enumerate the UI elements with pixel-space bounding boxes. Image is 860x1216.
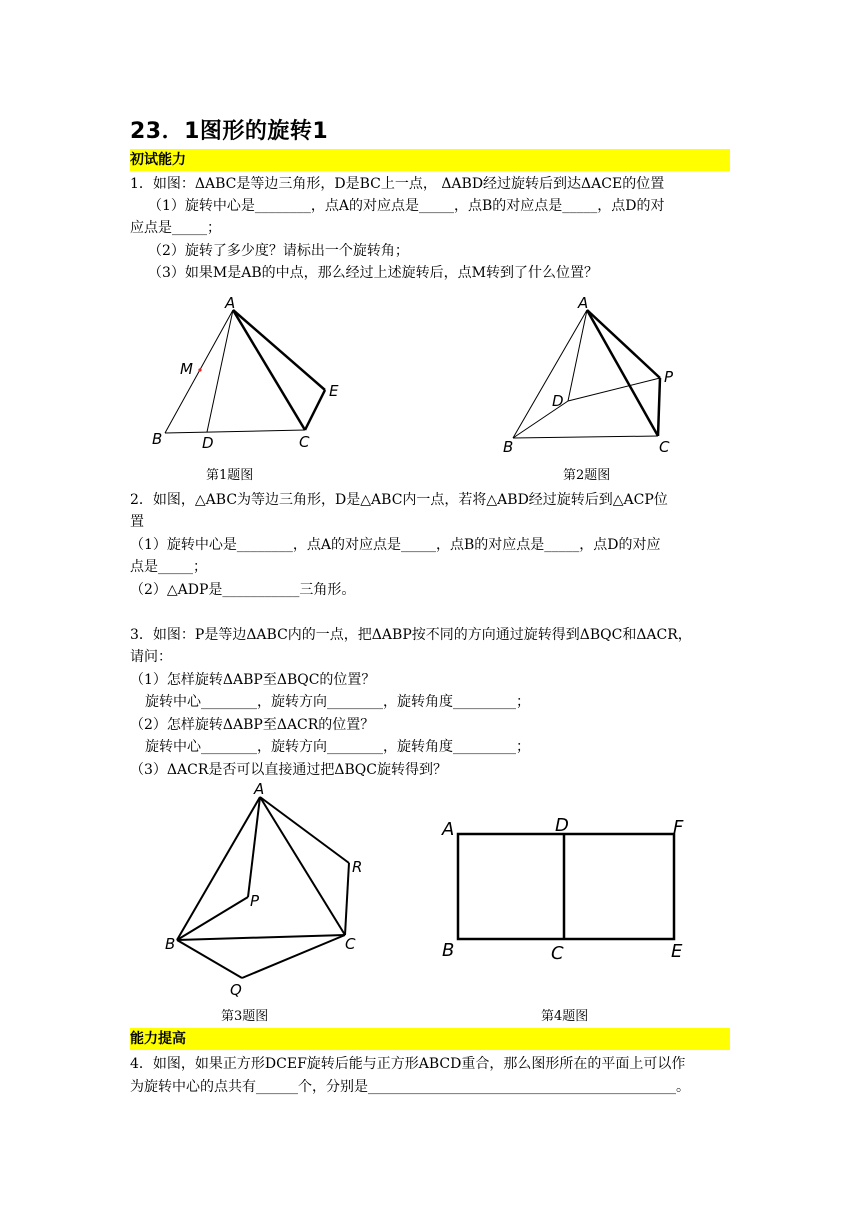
q3-part1-fill: 旋转中心________，旋转方向________，旋转角度_________； bbox=[145, 694, 530, 710]
fig4-label-e: E bbox=[671, 941, 683, 962]
fig3-edge-ab bbox=[177, 797, 260, 940]
fig2-edge-ac bbox=[587, 310, 658, 436]
fig2-caption: 第2题图 bbox=[563, 468, 611, 483]
fig1-caption: 第1题图 bbox=[206, 468, 254, 483]
q4-line2: 为旋转中心的点共有______个，分别是____________________________________________。 bbox=[130, 1079, 690, 1095]
q3-part1: （1）怎样旋转ΔABP至ΔBQC的位置？ bbox=[130, 672, 376, 688]
q2-part2: （2）△ADP是___________三角形。 bbox=[130, 582, 356, 598]
q3-stem-line1: 3．如图：P是等边ΔABC内的一点，把ΔABP按不同的方向通过旋转得到ΔBQC和ΔACR， bbox=[130, 627, 692, 643]
q3-stem-line2: 请问： bbox=[130, 649, 172, 665]
fig2-label-b: B bbox=[503, 438, 514, 456]
fig3-edge-rc bbox=[345, 863, 349, 935]
section-header-advanced bbox=[130, 1028, 730, 1050]
fig4-caption: 第4题图 bbox=[541, 1009, 589, 1024]
fig4-label-f: F bbox=[673, 817, 684, 838]
fig3-edge-ar bbox=[260, 797, 349, 863]
fig3-label-c: C bbox=[345, 935, 356, 953]
fig3-edge-ap bbox=[248, 797, 260, 897]
fig2-edge-pc bbox=[658, 378, 660, 436]
q4-line1: 4．如图，如果正方形DCEF旋转后能与正方形ABCD重合，那么图形所在的平面上可以作 bbox=[130, 1056, 686, 1072]
fig1-label-m: M bbox=[180, 360, 193, 378]
q3-part2: （2）怎样旋转ΔABP至ΔACR的位置？ bbox=[130, 717, 375, 733]
section-header-advanced-label: 能力提高 bbox=[130, 1031, 186, 1047]
fig3-edge-ac bbox=[260, 797, 345, 935]
fig2-label-p: P bbox=[664, 368, 674, 386]
q3-part3: （3）ΔACR是否可以直接通过把ΔBQC旋转得到？ bbox=[130, 762, 447, 778]
fig3-edge-bc bbox=[177, 935, 345, 940]
fig3-caption: 第3题图 bbox=[221, 1009, 269, 1024]
fig3-label-r: R bbox=[352, 858, 363, 876]
fig4-label-a: A bbox=[442, 819, 455, 840]
fig2-label-d: D bbox=[552, 392, 564, 410]
q1-part1-line2: 应点是_____； bbox=[130, 220, 221, 236]
q2-stem-line2: 置 bbox=[130, 514, 144, 530]
fig1-label-a: A bbox=[225, 294, 236, 312]
page-title: 23．1图形的旋转1 bbox=[130, 119, 329, 144]
fig3-label-a: A bbox=[254, 780, 265, 798]
fig3-label-b: B bbox=[165, 935, 176, 953]
fig3-label-q: Q bbox=[230, 981, 242, 999]
fig2-label-c: C bbox=[659, 438, 670, 456]
q2-part1-line2: 点是_____； bbox=[130, 559, 207, 575]
fig1-label-d: D bbox=[202, 434, 214, 452]
fig1-edge-ad bbox=[207, 310, 233, 432]
fig4-label-c: C bbox=[551, 943, 564, 964]
fig1-label-e: E bbox=[329, 382, 339, 400]
q1-part3: （3）如果M是AB的中点，那么经过上述旋转后，点M转到了什么位置？ bbox=[148, 265, 598, 281]
figure-1 bbox=[140, 290, 360, 460]
fig1-edge-ae bbox=[233, 310, 325, 390]
fig2-label-a: A bbox=[578, 294, 589, 312]
fig4-label-b: B bbox=[442, 940, 455, 961]
q2-stem-line1: 2．如图，△ABC为等边三角形，D是△ABC内一点，若将△ABD经过旋转后到△ACP位 bbox=[130, 492, 668, 508]
figure-4 bbox=[435, 810, 700, 970]
fig4-outer-rect bbox=[458, 834, 674, 939]
q2-part1-line1: （1）旋转中心是________，点A的对应点是_____，点B的对应点是_____，点D的对应 bbox=[130, 537, 661, 553]
fig2-edge-ab bbox=[513, 310, 587, 438]
fig3-label-p: P bbox=[250, 892, 260, 910]
fig1-edge-ac bbox=[233, 310, 305, 430]
fig3-edge-bp bbox=[177, 897, 248, 940]
fig1-edge-ce bbox=[305, 390, 325, 430]
q1-part1-line1: （1）旋转中心是________，点A的对应点是_____，点B的对应点是_____，点D的对 bbox=[148, 198, 665, 214]
q1-part2: （2）旋转了多少度？请标出一个旋转角； bbox=[148, 243, 409, 259]
fig1-point-m bbox=[198, 368, 201, 371]
q3-part2-fill: 旋转中心________，旋转方向________，旋转角度_________； bbox=[145, 739, 530, 755]
fig3-edge-bq bbox=[177, 940, 242, 978]
figure-3 bbox=[155, 775, 380, 1000]
fig2-edge-ap bbox=[587, 310, 660, 378]
q1-stem: 1．如图：ΔABC是等边三角形，D是BC上一点， ΔABD经过旋转后到达ΔACE的位置 bbox=[130, 176, 665, 192]
fig1-edge-ab bbox=[165, 310, 233, 433]
figure-2 bbox=[495, 290, 695, 460]
fig2-edge-bc bbox=[513, 436, 658, 438]
section-header-basic-label: 初试能力 bbox=[130, 152, 186, 168]
fig1-label-c: C bbox=[299, 433, 310, 451]
section-header-basic bbox=[130, 149, 730, 171]
fig2-edge-dp bbox=[568, 378, 660, 401]
fig4-label-d: D bbox=[555, 815, 569, 836]
fig1-label-b: B bbox=[152, 430, 163, 448]
fig1-edge-bc bbox=[165, 430, 305, 433]
fig2-edge-ad bbox=[568, 310, 587, 401]
fig3-edge-qc bbox=[242, 935, 345, 978]
